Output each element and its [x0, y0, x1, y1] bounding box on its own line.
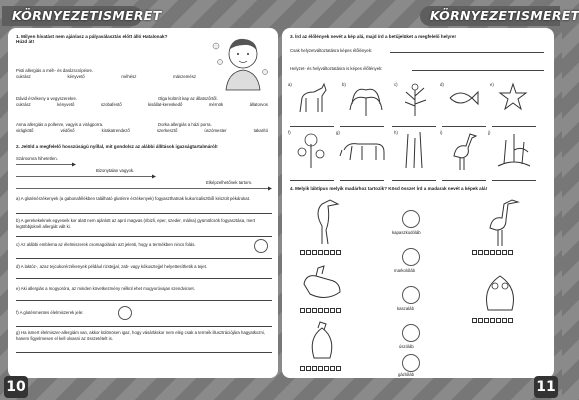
question-4: 4. Melyik lábtípus melyik madárhoz tartozik? Kösd össze! Írd a madarak nevét a képek alá! [290, 186, 488, 191]
letter-h: h) [394, 130, 398, 135]
foot-type-2: markolóláb [394, 268, 416, 273]
field1-label: Csak helyzetváltoztatásra képes élőlények: [290, 48, 373, 53]
horse-illustration [294, 82, 330, 116]
word[interactable]: méhész [121, 74, 137, 79]
letter-g: g) [336, 130, 340, 135]
word[interactable]: cukrász [16, 74, 31, 79]
answer-boxes-3[interactable] [472, 250, 514, 255]
webbed-foot-icon [402, 324, 420, 342]
gluten-free-icon [118, 306, 132, 320]
reed-illustration [400, 130, 430, 170]
right-page [282, 28, 554, 378]
letter-i: i) [440, 130, 443, 135]
starfish-illustration [498, 82, 528, 112]
flower-illustration [294, 130, 328, 170]
letter-c: c) [394, 82, 398, 87]
statement-f: f) A gluténmentes élelmiszerek jele: [16, 310, 84, 315]
field1-input[interactable] [390, 48, 544, 53]
question-2: 2. Jelöld a megfelelő hosszúságú nyíllal, mit gondolsz az alábbi állítások igazságtartalmáról! [16, 144, 218, 149]
field2-label: Helyzet- és helyváltoztatásra is képes élőlények: [290, 66, 383, 71]
subject-banner-left: KÖRNYEZETISMERET [2, 6, 142, 26]
scale-label-2: Bizonytalan vagyok. [96, 168, 135, 173]
word[interactable]: kisállat-kereskedő [148, 102, 183, 107]
foot-type-1: kapaszkodóláb [392, 230, 421, 235]
pond-plants-illustration [494, 130, 534, 170]
heron-illustration [478, 196, 522, 248]
scale-arrow-long [16, 186, 272, 191]
word[interactable]: védőnő [60, 128, 75, 133]
raptor-foot-icon [402, 286, 420, 304]
name-line-d[interactable] [442, 122, 486, 127]
fish-illustration [446, 88, 480, 108]
left-page [8, 28, 278, 378]
word[interactable]: virágkötő [16, 128, 34, 133]
statement-c: c) Az alábbi emblema az élelmiszerek csomagolásán azt jelenti, hogy a termékben nincs folás. [16, 242, 196, 247]
name-line-g[interactable] [340, 176, 384, 181]
word[interactable]: állatorvos [249, 102, 268, 107]
page-number-right: 11 [534, 376, 558, 398]
foot-type-3: kaszaláb [397, 306, 414, 311]
climbing-foot-icon [402, 210, 420, 228]
answer-line-g[interactable] [16, 348, 272, 353]
allergen-emblem-icon [254, 239, 268, 253]
eagle-illustration [302, 318, 342, 362]
letter-j: j) [488, 130, 491, 135]
statement-b: b) A gerekekeknek egyeseik kor alatt nem ajánlott az apró magvas (ribizli, eper, szeder, málna) gyümölcsök fogyasztása, mert legtöbbjüknél allergiát vált ki. [16, 218, 256, 229]
statement-e: e) Aki allergiás a mogyoróra, az minden következmény nélkül ehet mogyoróvajas szendvicset. [16, 286, 195, 291]
word[interactable]: mászemész [173, 74, 196, 79]
letter-b: b) [342, 82, 346, 87]
question-1: 1. Milyen hívatást nem ajánlasz a pályaválasztás előtt álló Hatalonak? Húzd át! [16, 34, 168, 44]
answer-line-f[interactable] [16, 322, 272, 327]
answer-boxes-1[interactable] [300, 250, 342, 255]
scale-arrow-medium [16, 174, 156, 179]
willow-tree-illustration [346, 80, 386, 118]
name-line-f[interactable] [290, 176, 334, 181]
word[interactable]: úszómester [204, 128, 227, 133]
group1-words [16, 74, 196, 80]
name-line-i[interactable] [442, 176, 486, 181]
word[interactable]: szobafestő [100, 102, 122, 107]
page-number-left: 10 [4, 376, 28, 398]
group2-text: Dávid érzékeny a vegyszerekre. [16, 96, 78, 101]
owl-illustration [478, 264, 522, 314]
name-line-e[interactable] [492, 122, 536, 127]
word[interactable]: szerkesztő [156, 128, 178, 133]
subject-banner-right: KÖRNYEZETISMERET [420, 6, 560, 26]
group3b-text: Dorka allergiás a házi porra. [158, 122, 212, 127]
scale-arrow-short [16, 162, 76, 167]
wading-foot-icon [402, 354, 420, 372]
scale-label-1: Számomra hihetetlen. [16, 156, 58, 161]
word[interactable]: kényvető [57, 102, 75, 107]
name-line-c[interactable] [392, 122, 436, 127]
statement-g: g) Ha ismert élelmiszer-allergiám van, akkor különösen igaz, hogy vásárláskor nem elég csak a termék illusztrációjára hagyatkozni, hanem figyelmesen el kell olvasni az összetételt is. [16, 330, 266, 341]
name-line-b[interactable] [340, 122, 384, 127]
grasping-foot-icon [402, 248, 420, 266]
answer-line-b[interactable] [16, 232, 272, 237]
group3-words [16, 128, 268, 134]
group1-text: Pisti allergiás a méh- és darázscsípésre. [16, 68, 94, 73]
word[interactable]: kényvető [67, 74, 85, 79]
woodpecker-illustration [302, 196, 342, 248]
group3-text: Anna allergiás a pollenre, vagyis a virágporra. [16, 122, 104, 127]
letter-e: e) [490, 82, 494, 87]
statement-d: d) A laktóz-, azaz tejcukorérzékenyek például rizstejjal, zab- vagy kókusztejjel helyettesíthetik a tejet. [16, 264, 208, 269]
name-line-a[interactable] [290, 122, 334, 127]
letter-d: d) [440, 82, 444, 87]
word[interactable]: cukrász [16, 102, 31, 107]
duck-illustration [296, 262, 346, 304]
question-3: 3. Írd az élőlények nevét a kép alá, majd írd a betűjelüket a megfelelő helyre! [290, 34, 456, 39]
answer-line-a[interactable] [16, 209, 272, 214]
group2b-text: Olga különít kap az állatszőrtől. [158, 96, 218, 101]
answer-boxes-2[interactable] [300, 308, 342, 313]
answer-line-e[interactable] [16, 296, 272, 301]
jaguar-illustration [340, 138, 388, 162]
word[interactable]: takarító [253, 128, 268, 133]
letter-f: f) [288, 130, 291, 135]
answer-line-c[interactable] [16, 254, 272, 259]
boy-illustration [208, 32, 270, 90]
statement-a: a) A gluténérzékenyek (a gabonafélékben található gluténre érzékenyek) fogyaszthatnak kukoricalisztből készült pékárukat. [16, 196, 251, 201]
word[interactable]: mérnök [208, 102, 224, 107]
name-line-j[interactable] [492, 176, 536, 181]
group2-words [16, 102, 268, 108]
stork-illustration [444, 130, 480, 172]
field2-input[interactable] [412, 66, 544, 71]
name-line-h[interactable] [392, 176, 436, 181]
answer-boxes-5[interactable] [300, 366, 342, 371]
answer-boxes-4[interactable] [472, 318, 514, 323]
letter-a: a) [288, 82, 292, 87]
foot-type-4: úszóláb [399, 344, 414, 349]
scale-label-3: Elképzelhetőnek tartom. [206, 180, 253, 185]
answer-line-d[interactable] [16, 274, 272, 279]
word[interactable]: kirakatrendező [101, 128, 130, 133]
plant-illustration [400, 80, 430, 118]
foot-type-5: gázlóláb [398, 372, 415, 377]
